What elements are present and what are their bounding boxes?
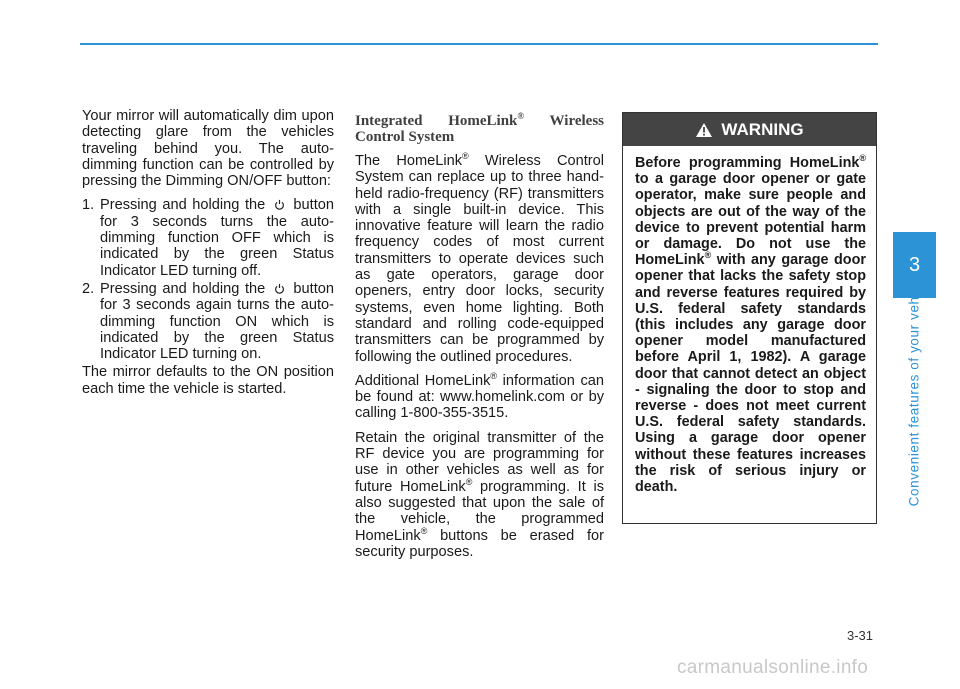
list-text: button for 3 seconds again turns the auto-dimming function ON which is indicated by the green Status Indicator LED turning on. bbox=[100, 280, 334, 363]
list-text: button for 3 seconds turns the auto-dimming function OFF which is indicated by the green Status Indicator LED turning off. bbox=[100, 197, 334, 279]
warning-header bbox=[623, 113, 876, 146]
warning-title: WARNING bbox=[721, 119, 804, 139]
intro-paragraph: Your mirror will automatically dim upon detecting glare from the vehicles traveling behind you. The auto-dimming function can be controlled by pressing the Dimming ON/OFF button: bbox=[82, 108, 334, 190]
list-number: 1. bbox=[82, 197, 95, 214]
warning-box bbox=[622, 112, 877, 524]
warning-body: Before programming HomeLink® to a garage door opener or gate operator, make sure people and objects are out of the way of the device to prevent potential harm or damage. Do not use the HomeLink® with any garage door opener that lacks the safety stop and reverse features required by U.S. federal safety standards (this includes any garage door opener model manufactured before April 1, 1982). A garage door that cannot detect an object - signaling the door to stop and reverse - does not meet current U.S. federal safety standards. Using a garage door opener without these features increases the risk of serious injury or death. bbox=[635, 153, 866, 496]
outro-paragraph: The mirror defaults to the ON position each time the vehicle is started. bbox=[82, 364, 334, 397]
list-text: Pressing and holding the bbox=[100, 197, 266, 214]
list-number: 2. bbox=[82, 280, 95, 297]
retain-transmitter-paragraph: Retain the original transmitter of the RF device you are programming for use in other vehicles as well as for future HomeLink® programming. It is also suggested that upon the sale of the vehicle, the programmed HomeLink® buttons be erased for security purposes. bbox=[355, 429, 604, 560]
page-number: 3-31 bbox=[847, 628, 874, 643]
homelink-paragraph: The HomeLink® Wireless Control System can replace up to three hand-held radio-frequency (RF) transmitters with a single built-in device. This innovative feature will learn the radio frequency codes of most current transmitters to operate devices such as gate operators, garage door openers, entry door locks, security systems, even home lighting. Both standard and rolling code-equipped transmitters can be programmed by following the outlined procedures. bbox=[355, 151, 605, 365]
chapter-tab: 3 bbox=[893, 232, 936, 298]
list-item bbox=[82, 281, 334, 362]
watermark: carmanualsonline.info bbox=[677, 657, 869, 678]
middle-column bbox=[355, 113, 604, 568]
power-button-icon bbox=[274, 199, 285, 210]
top-rule bbox=[80, 43, 878, 45]
power-button-icon bbox=[274, 283, 285, 294]
left-column bbox=[82, 108, 334, 405]
section-title: Integrated HomeLink® Wireless Control System bbox=[355, 111, 604, 145]
list-text: Pressing and holding the bbox=[100, 280, 266, 297]
warning-triangle-icon bbox=[695, 122, 713, 138]
list-item bbox=[82, 197, 334, 278]
chapter-title: Convenient features of your vehicle bbox=[906, 273, 922, 507]
homelink-info-paragraph: Additional HomeLink® information can be found at: www.homelink.com or by calling 1-800-355-3515. bbox=[355, 370, 604, 422]
